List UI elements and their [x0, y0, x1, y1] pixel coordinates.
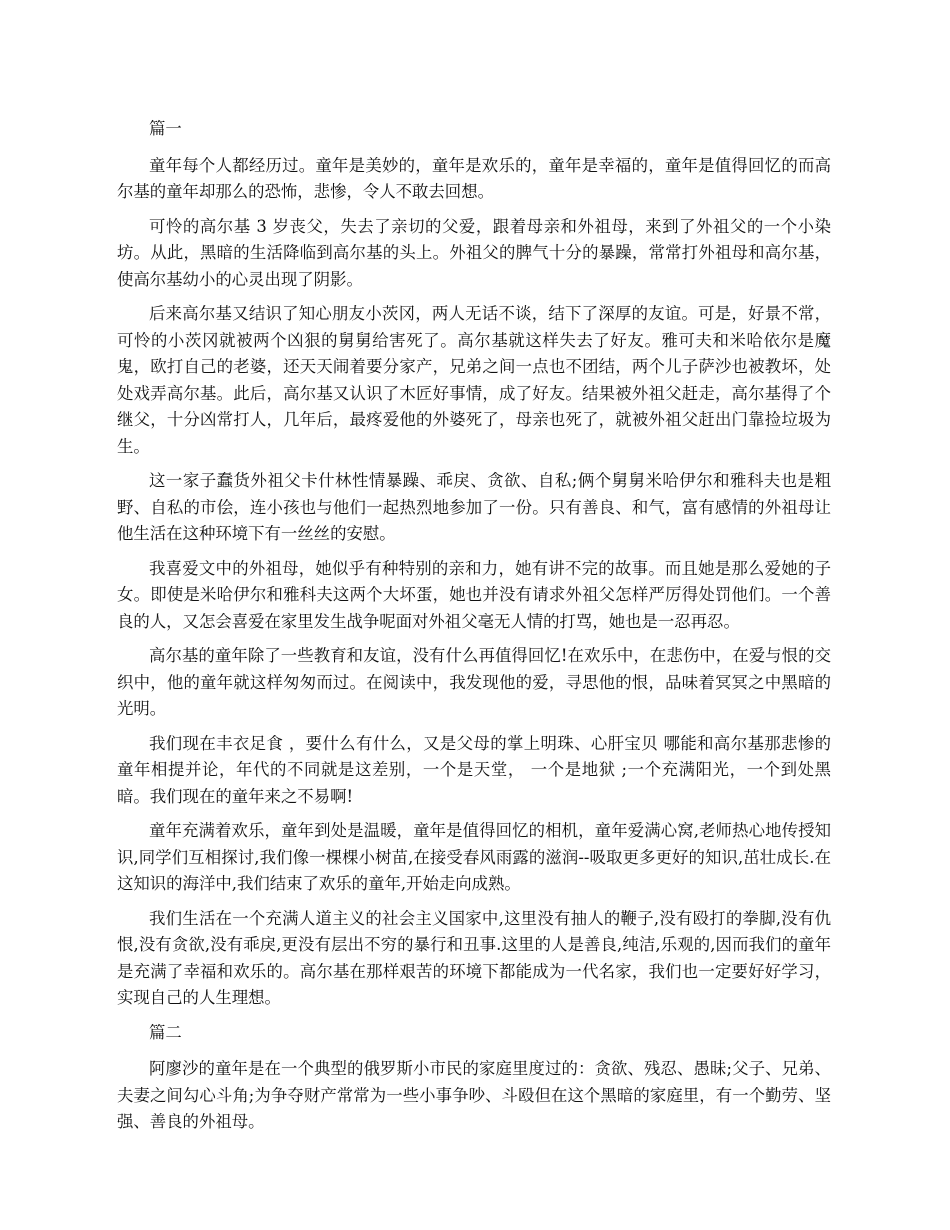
paragraph: 阿廖沙的童年是在一个典型的俄罗斯小市民的家庭里度过的：贪欲、残忍、愚昧;父子、兄弟、夫妻之间勾心斗角;为争夺财产常常为一些小事争吵、斗殴但在这个黑暗的家庭里，有一个勤劳、坚强、善良的外祖母。	[117, 1059, 831, 1131]
paragraph: 这一家子蠢货外祖父卡什林性情暴躁、乖戾、贪欲、自私;俩个舅舅米哈伊尔和雅科夫也是粗野、自私的市侩，连小孩也与他们一起热烈地参加了一份。只有善良、和气，富有感情的外祖母让他生活在这种环境下有一丝丝的安慰。	[117, 471, 831, 543]
paragraph: 可怜的高尔基 3 岁丧父，失去了亲切的父爱，跟着母亲和外祖母，来到了外祖父的一个小染坊。从此，黑暗的生活降临到高尔基的头上。外祖父的脾气十分的暴躁，常常打外祖母和高尔基，使高尔基幼小的心灵出现了阴影。	[117, 216, 831, 289]
paragraph: 我们生活在一个充满人道主义的社会主义国家中,这里没有抽人的鞭子,没有殴打的拳脚,没有仇恨,没有贪欲,没有乖戾,更没有层出不穷的暴行和丑事.这里的人是善良,纯洁,乐观的,因而我们的童年是充满了幸福和欢乐的。高尔基在那样艰苦的环境下都能成为一代名家，我们也一定要好好学习，实现自己的人生理想。	[117, 908, 831, 1007]
document-body	[117, 116, 831, 1144]
section-heading-1: 篇一	[149, 119, 182, 138]
paragraph: 高尔基的童年除了一些教育和友谊，没有什么再值得回忆!在欢乐中，在悲伤中，在爱与恨的交织中，他的童年就这样匆匆而过。在阅读中，我发现他的爱，寻思他的恨，品味着冥冥之中黑暗的光明。	[117, 646, 831, 718]
paragraph: 我喜爱文中的外祖母，她似乎有种特别的亲和力，她有讲不完的故事。而且她是那么爱她的子女。即使是米哈伊尔和雅科夫这两个大坏蛋，她也并没有请求外祖父怎样严厉得处罚他们。一个善良的人，又怎会喜爱在家里发生战争呢面对外祖父毫无人情的打骂，她也是一忍再忍。	[117, 558, 831, 631]
section-heading-2: 篇二	[149, 1022, 182, 1042]
paragraph: 童年每个人都经历过。童年是美妙的，童年是欢乐的，童年是幸福的，童年是值得回忆的而高尔基的童年却那么的恐怖，悲惨，令人不敢去回想。	[117, 155, 831, 201]
paragraph: 后来高尔基又结识了知心朋友小茨冈，两人无话不谈，结下了深厚的友谊。可是，好景不常，可怜的小茨冈就被两个凶狠的舅舅给害死了。高尔基就这样失去了好友。雅可夫和米哈依尔是魔鬼，欧打自己的老婆，还天天闹着要分家产，兄弟之间一点也不团结，两个儿子萨沙也被教坏，处处戏弄高尔基。此后，高尔基又认识了木匠好事情，成了好友。结果被外祖父赶走，高尔基得了个继父，十分凶常打人，几年后，最疼爱他的外婆死了，母亲也死了，就被外祖父赶出门靠捡垃圾为生。	[117, 304, 831, 456]
paragraph: 童年充满着欢乐，童年到处是温暖，童年是值得回忆的相机，童年爱满心窝,老师热心地传授知识,同学们互相探讨,我们像一棵棵小树苗,在接受春风雨露的滋润--吸取更多更好的知识,茁壮成长.在这知识的海洋中,我们结束了欢乐的童年,开始走向成熟。	[117, 821, 831, 893]
paragraph: 我们现在丰衣足食 ，要什么有什么，又是父母的掌上明珠、心肝宝贝 哪能和高尔基那悲惨的童年相提并论，年代的不同就是这差别，一个是天堂， 一个是地狱 ;一个充满阳光，一个到处黑暗。我们现在的童年来之不易啊!	[117, 733, 831, 806]
